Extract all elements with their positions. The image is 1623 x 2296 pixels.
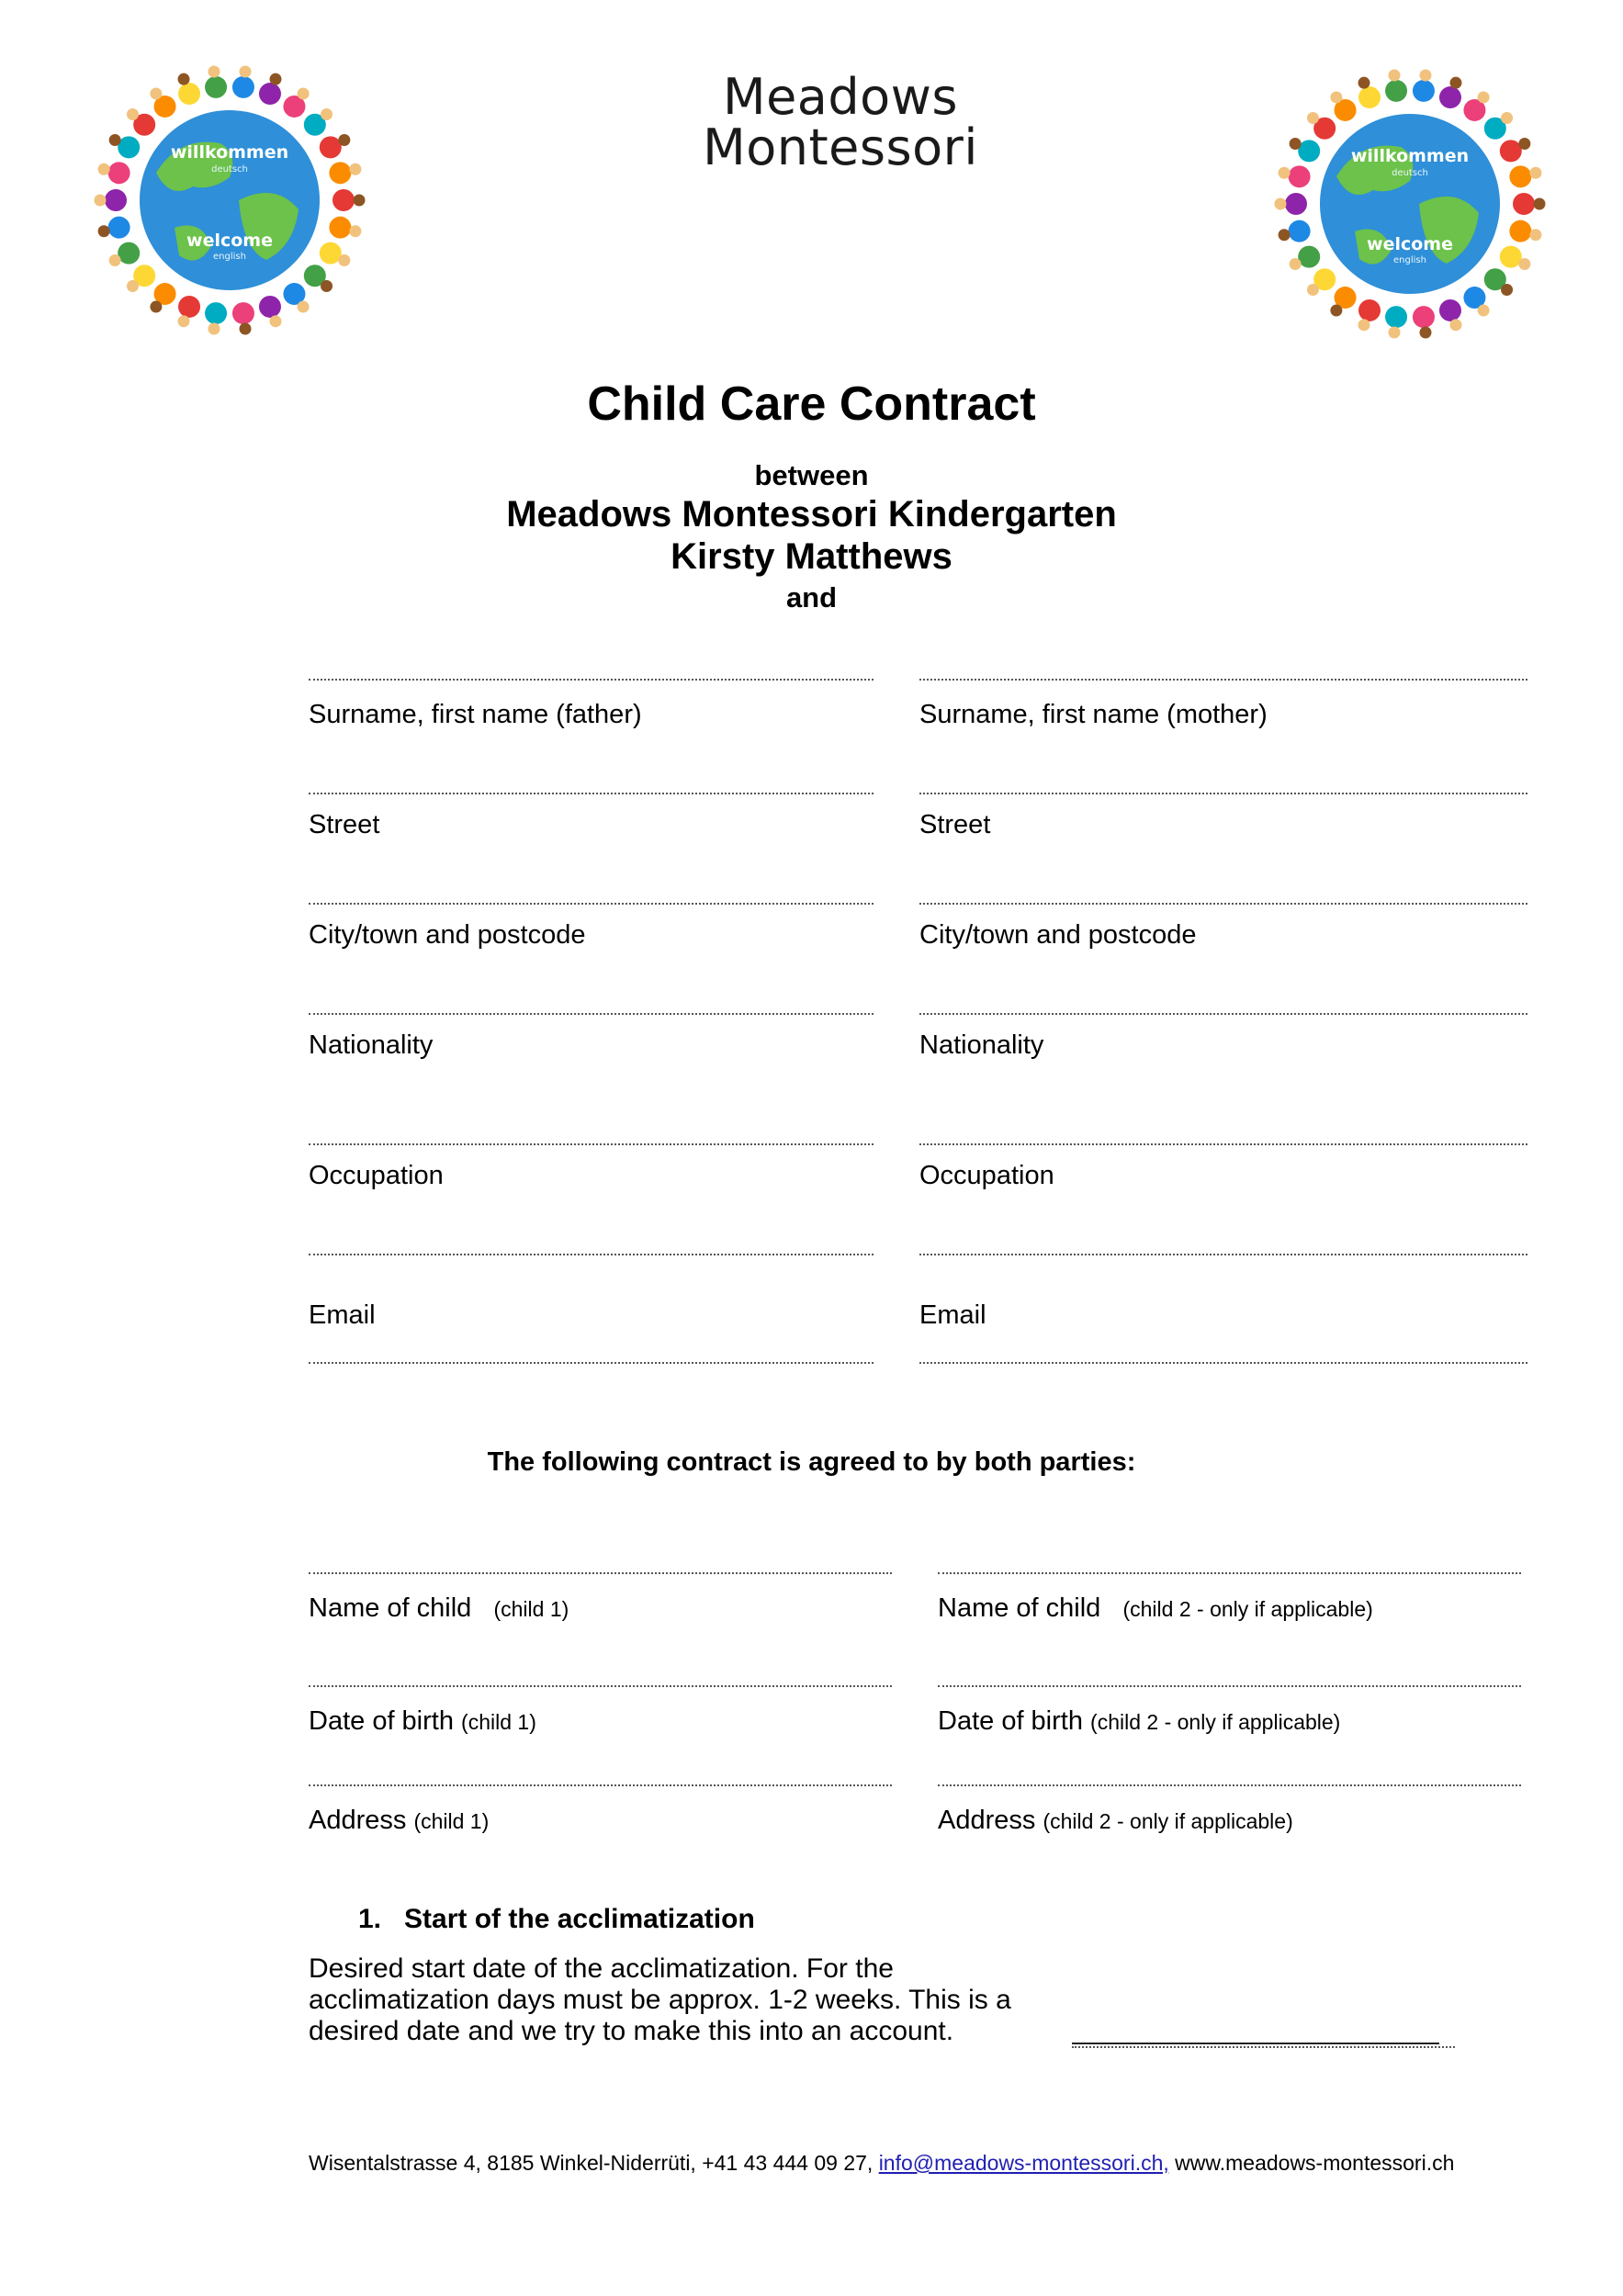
child2-address-text: Address — [938, 1806, 1036, 1835]
child-figure-icon — [1298, 140, 1320, 162]
dotted-line — [309, 1254, 873, 1255]
child-figure-icon — [178, 296, 200, 318]
child-figure-icon — [320, 136, 342, 158]
child-head-icon — [1449, 319, 1461, 331]
party-kirsty: Kirsty Matthews — [671, 536, 952, 577]
child-head-icon — [150, 87, 162, 99]
svg-text:deutsch: deutsch — [211, 164, 248, 174]
child-figure-icon — [329, 217, 351, 239]
child-figure-icon — [1358, 299, 1381, 321]
dotted-line — [919, 1143, 1527, 1145]
dotted-line — [938, 1685, 1521, 1687]
child2-dob-note: (child 2 - only if applicable) — [1090, 1710, 1341, 1734]
globe-logo-left — [92, 62, 367, 338]
globe-logo-right — [1272, 66, 1548, 342]
section-1-heading — [358, 1904, 755, 1935]
svg-text:english: english — [1393, 255, 1426, 265]
child2-name-label — [938, 1593, 1373, 1624]
brand-wordmark — [698, 68, 983, 177]
child-figure-icon — [1285, 193, 1307, 215]
document-title: Child Care Contract — [587, 377, 1036, 431]
child-head-icon — [338, 134, 350, 146]
child1-name-text: Name of child — [309, 1593, 472, 1623]
child-figure-icon — [1509, 165, 1531, 187]
svg-text:welcome: welcome — [1367, 234, 1453, 254]
dotted-line — [919, 903, 1527, 905]
child-head-icon — [1501, 284, 1513, 296]
child-head-icon — [239, 322, 251, 334]
child-head-icon — [321, 108, 332, 120]
child-head-icon — [1307, 112, 1319, 124]
child1-dob-note: (child 1) — [461, 1710, 536, 1734]
child2-name-note: (child 2 - only if applicable) — [1122, 1597, 1373, 1621]
child-figure-icon — [329, 162, 351, 184]
child-figure-icon — [1439, 86, 1461, 108]
child-figure-icon — [1500, 246, 1522, 268]
agreement-statement: The following contract is agreed to by both parties: — [487, 1447, 1136, 1477]
child-head-icon — [1358, 319, 1370, 331]
child-head-icon — [1389, 70, 1401, 82]
child-head-icon — [1478, 91, 1490, 103]
mother-occupation-label: Occupation — [919, 1161, 1054, 1190]
child-figure-icon — [1385, 80, 1407, 102]
child-head-icon — [1358, 77, 1370, 89]
globe-children-icon — [92, 62, 367, 338]
child-figure-icon — [105, 189, 127, 211]
child2-name-text: Name of child — [938, 1593, 1101, 1623]
mother-name-label: Surname, first name (mother) — [919, 700, 1268, 729]
child-head-icon — [1529, 229, 1541, 241]
child-figure-icon — [1358, 86, 1381, 108]
child-figure-icon — [205, 76, 227, 98]
globe-children-icon — [1272, 66, 1548, 342]
child2-dob-label — [938, 1706, 1340, 1737]
child1-address-label — [309, 1806, 489, 1836]
child-figure-icon — [1500, 140, 1522, 162]
child2-address-note: (child 2 - only if applicable) — [1043, 1809, 1293, 1833]
father-name-label: Surname, first name (father) — [309, 700, 642, 729]
child-head-icon — [209, 322, 220, 334]
child2-dob-text: Date of birth — [938, 1706, 1083, 1736]
mother-nationality-label: Nationality — [919, 1030, 1044, 1060]
brand-line-1: Meadows — [722, 68, 959, 126]
child-head-icon — [1419, 326, 1431, 338]
child-head-icon — [1290, 258, 1302, 270]
footer-address: Wisentalstrasse 4, 8185 Winkel-Niderrüti, +41 43 444 09 27, — [309, 2151, 879, 2175]
child-head-icon — [349, 225, 361, 237]
child-head-icon — [127, 108, 139, 120]
dotted-line — [938, 1784, 1521, 1786]
father-street-label: Street — [309, 810, 380, 839]
child1-address-text: Address — [309, 1806, 407, 1835]
father-email-label: Email — [309, 1300, 376, 1330]
child-head-icon — [349, 163, 361, 175]
child-head-icon — [269, 73, 281, 85]
start-date-blank[interactable] — [1072, 2043, 1439, 2044]
child1-address-note: (child 1) — [413, 1809, 490, 1833]
party-kindergarten: Meadows Montessori Kindergarten — [506, 494, 1117, 535]
child2-address-label — [938, 1806, 1293, 1836]
child-head-icon — [209, 66, 220, 78]
dotted-line — [309, 903, 873, 905]
section-1-number: 1. — [358, 1904, 382, 1934]
child-head-icon — [1307, 284, 1319, 296]
child-head-icon — [1279, 229, 1291, 241]
child-head-icon — [338, 254, 350, 266]
father-nationality-label: Nationality — [309, 1030, 434, 1060]
section-1-text: Desired start date of the acclimatization. For the acclimatization days must be approx. 1-2 weeks. This is a desired date and we try to make this into an account. — [309, 1953, 1011, 2046]
child1-dob-label — [309, 1706, 536, 1737]
child-figure-icon — [1298, 246, 1320, 268]
child-head-icon — [1534, 198, 1546, 210]
child1-name-label — [309, 1593, 569, 1624]
footer-website: www.meadows-montessori.ch — [1168, 2151, 1455, 2175]
child-figure-icon — [1513, 193, 1535, 215]
child-head-icon — [1279, 167, 1291, 179]
section-1-title: Start of the acclimatization — [404, 1904, 755, 1934]
svg-text:welcome: welcome — [186, 231, 273, 251]
child-head-icon — [178, 315, 190, 327]
footer — [309, 2151, 1454, 2176]
dotted-line — [309, 793, 873, 794]
child-head-icon — [1330, 305, 1342, 317]
child-head-icon — [1529, 167, 1541, 179]
child-head-icon — [178, 73, 190, 85]
child-figure-icon — [259, 296, 281, 318]
child-head-icon — [269, 315, 281, 327]
dotted-line — [938, 1572, 1521, 1574]
child-head-icon — [1518, 138, 1530, 150]
dotted-line — [309, 1362, 873, 1364]
mother-email-label: Email — [919, 1300, 986, 1330]
child1-name-note: (child 1) — [493, 1597, 569, 1621]
child-head-icon — [1518, 258, 1530, 270]
mother-street-label: Street — [919, 810, 991, 839]
child-figure-icon — [1439, 299, 1461, 321]
svg-text:deutsch: deutsch — [1392, 168, 1428, 178]
child-head-icon — [298, 301, 310, 313]
child-head-icon — [95, 195, 107, 207]
child-figure-icon — [232, 76, 254, 98]
child-head-icon — [1419, 70, 1431, 82]
svg-text:english: english — [213, 252, 246, 262]
child-head-icon — [1330, 91, 1342, 103]
dotted-line — [919, 1013, 1527, 1015]
child-head-icon — [1449, 77, 1461, 89]
dotted-line — [919, 793, 1527, 794]
father-city-label: City/town and postcode — [309, 920, 586, 950]
father-occupation-label: Occupation — [309, 1161, 444, 1190]
child-figure-icon — [178, 83, 200, 105]
and-label: and — [785, 581, 838, 613]
child-figure-icon — [320, 242, 342, 264]
child-head-icon — [1478, 305, 1490, 317]
child-head-icon — [1290, 138, 1302, 150]
dotted-line — [309, 1013, 873, 1015]
child-figure-icon — [1289, 220, 1311, 242]
child-head-icon — [354, 195, 366, 207]
child-figure-icon — [118, 136, 140, 158]
child1-dob-text: Date of birth — [309, 1706, 454, 1736]
child-figure-icon — [1289, 165, 1311, 187]
child-figure-icon — [1413, 306, 1435, 328]
child-figure-icon — [205, 302, 227, 324]
dotted-line — [919, 1362, 1527, 1364]
child-head-icon — [239, 66, 251, 78]
svg-text:willkommen: willkommen — [170, 142, 289, 163]
child-figure-icon — [1509, 220, 1531, 242]
between-label: between — [754, 459, 869, 491]
child-figure-icon — [232, 302, 254, 324]
dotted-line — [1072, 2046, 1455, 2048]
child-head-icon — [1275, 198, 1287, 210]
dotted-line — [309, 1143, 873, 1145]
footer-email-link[interactable]: info@meadows-montessori.ch, — [878, 2151, 1169, 2175]
child-head-icon — [109, 254, 121, 266]
dotted-line — [309, 679, 873, 681]
dotted-line — [309, 1572, 892, 1574]
brand-line-2: Montessori — [703, 118, 978, 177]
child-head-icon — [150, 301, 162, 313]
child-head-icon — [127, 280, 139, 292]
child-head-icon — [1501, 112, 1513, 124]
child-figure-icon — [118, 242, 140, 264]
child-head-icon — [98, 225, 110, 237]
dotted-line — [309, 1685, 892, 1687]
child-head-icon — [109, 134, 121, 146]
mother-city-label: City/town and postcode — [919, 920, 1197, 950]
child-head-icon — [321, 280, 332, 292]
child-head-icon — [98, 163, 110, 175]
dotted-line — [309, 1784, 892, 1786]
dotted-line — [919, 679, 1527, 681]
child-head-icon — [298, 87, 310, 99]
child-figure-icon — [108, 162, 130, 184]
child-figure-icon — [1385, 306, 1407, 328]
child-figure-icon — [1413, 80, 1435, 102]
dotted-line — [919, 1254, 1527, 1255]
child-figure-icon — [259, 83, 281, 105]
child-figure-icon — [332, 189, 355, 211]
svg-text:willkommen: willkommen — [1350, 146, 1470, 166]
child-head-icon — [1389, 326, 1401, 338]
child-figure-icon — [108, 217, 130, 239]
